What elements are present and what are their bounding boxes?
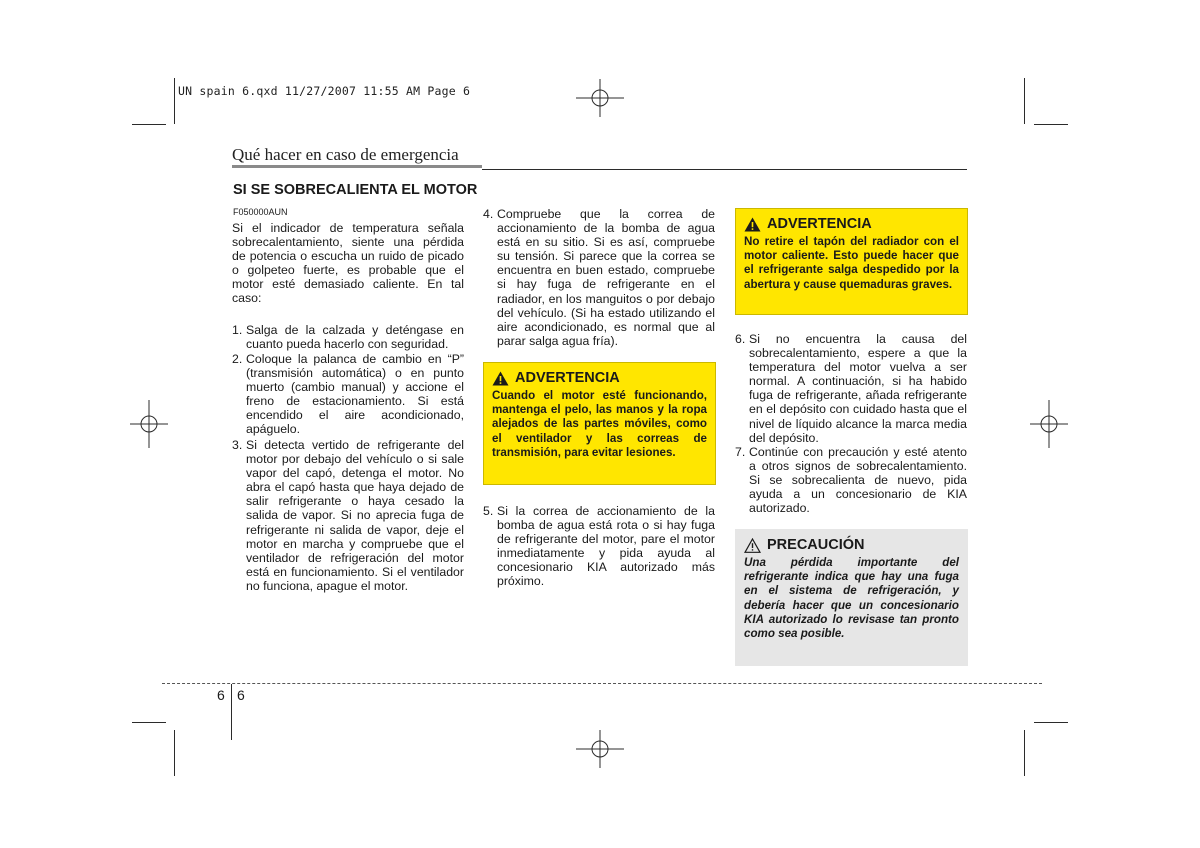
caution-triangle-icon	[744, 538, 761, 553]
slug-line: UN spain 6.qxd 11/27/2007 11:55 AM Page 6	[178, 84, 471, 98]
registration-mark	[1030, 400, 1068, 448]
list-item-text: Si no encuentra la causa del sobrecalentamiento, espere a que la temperatura del motor vuelva a ser normal. A continuación, si ha habido fuga de refrigerante, añada refrigerante en el depósito con cuidado hasta que el nivel de líquido alcance la marca media del depósito.	[749, 332, 967, 445]
crop-mark	[174, 78, 175, 124]
list-item	[232, 352, 464, 437]
list-item	[232, 438, 464, 593]
list-item-text: Si detecta vertido de refrigerante del motor por debajo del vehículo o si sale vapor del capó, detenga el motor. No abra el capó hasta que haya dejado de salir refrigerante o haya cesado la salida de vapor. Si no aprecia fuga de refrigerante ni salida de vapor, deje el motor en marcha y compruebe que el ventilador de refrigeración del motor está en funcionamiento. Si el ventilador no funciona, apague el motor.	[246, 438, 464, 593]
header-bar	[232, 165, 482, 168]
section-header: Qué hacer en caso de emergencia	[232, 145, 459, 164]
warning-text: No retire el tapón del radiador con el motor caliente. Esto puede hacer que el refrigerante salga despedido por la abertura y cause quemaduras graves.	[744, 235, 959, 291]
crop-mark	[1024, 78, 1025, 124]
registration-mark	[576, 79, 624, 117]
crop-mark	[1034, 722, 1068, 723]
warning-title: ADVERTENCIA	[767, 216, 872, 232]
warning-box	[735, 208, 968, 315]
footer-rule	[162, 683, 1042, 684]
crop-mark	[132, 124, 166, 125]
list-item	[483, 207, 715, 348]
warning-title: ADVERTENCIA	[515, 370, 620, 386]
list-item	[232, 323, 464, 351]
list-item-number: 3.	[232, 438, 243, 452]
crop-mark	[1024, 730, 1025, 776]
list-item-text: Salga de la calzada y deténgase en cuanto pueda hacerlo con seguridad.	[246, 323, 464, 352]
registration-mark	[130, 400, 168, 448]
list-item	[483, 504, 715, 589]
page-title: SI SE SOBRECALIENTA EL MOTOR	[233, 182, 478, 198]
warning-box	[483, 362, 716, 485]
list-item-number: 2.	[232, 352, 243, 366]
list-item-text: Si la correa de accionamiento de la bomba de agua está rota o si hay fuga de refrigerante del motor, pare el motor inmediatamente y pida ayuda al concesionario KIA autorizado más próximo.	[497, 504, 715, 589]
list-item-number: 4.	[483, 207, 494, 221]
caution-header	[744, 537, 959, 553]
warning-header	[492, 370, 707, 386]
warning-triangle-icon	[744, 217, 761, 232]
caution-text: Una pérdida importante del refrigerante indica que hay una fuga en el sistema de refrigeración, y debería hacer que un concesionario KIA autorizado lo revisase tan pronto como sea posible.	[744, 556, 959, 641]
section-number: 6	[217, 687, 225, 703]
list-item-number: 1.	[232, 323, 243, 337]
list-item	[735, 445, 967, 515]
warning-triangle-icon	[492, 371, 509, 386]
header-rule	[482, 169, 967, 170]
caution-title: PRECAUCIÓN	[767, 537, 865, 553]
crop-mark	[132, 722, 166, 723]
warning-header	[744, 216, 959, 232]
list-item-number: 6.	[735, 332, 746, 346]
intro-paragraph: Si el indicador de temperatura señala sobrecalentamiento, siente una pérdida de potencia o escucha un ruido de picado o golpeteo fuerte, es probable que el motor esté demasiado caliente. En tal caso:	[232, 221, 464, 306]
page-number: 6	[237, 687, 245, 703]
page-number-divider	[231, 684, 232, 740]
list-item-text: Coloque la palanca de cambio en “P” (transmisión automática) o en punto muerto (cambio manual) y accione el freno de estacionamiento. Si está encendido el aire acondicionado, apáguelo.	[246, 352, 464, 437]
registration-mark	[576, 730, 624, 768]
crop-mark	[174, 730, 175, 776]
caution-box	[735, 529, 968, 666]
crop-mark	[1034, 124, 1068, 125]
list-item-text: Continúe con precaución y esté atento a otros signos de sobrecalentamiento. Si se sobrecalienta de nuevo, pida ayuda a un concesionario de KIA autorizado.	[749, 445, 967, 516]
warning-text: Cuando el motor esté funcionando, mantenga el pelo, las manos y la ropa alejados de las partes móviles, como el ventilador y las correas de transmisión, para evitar lesiones.	[492, 389, 707, 459]
list-item	[735, 332, 967, 445]
document-code: F050000AUN	[233, 207, 288, 217]
list-item-text: Compruebe que la correa de accionamiento de la bomba de agua está en su sitio. Si es así, compruebe su tensión. Si parece que la correa se encuentra en buen estado, compruebe si hay fuga de refrigerante en el radiador, en los manguitos o por debajo del vehículo. (Si ha estado utilizando el aire acondicionado, es normal que al parar salga agua fría).	[497, 207, 715, 348]
list-item-number: 7.	[735, 445, 746, 459]
list-item-number: 5.	[483, 504, 494, 518]
